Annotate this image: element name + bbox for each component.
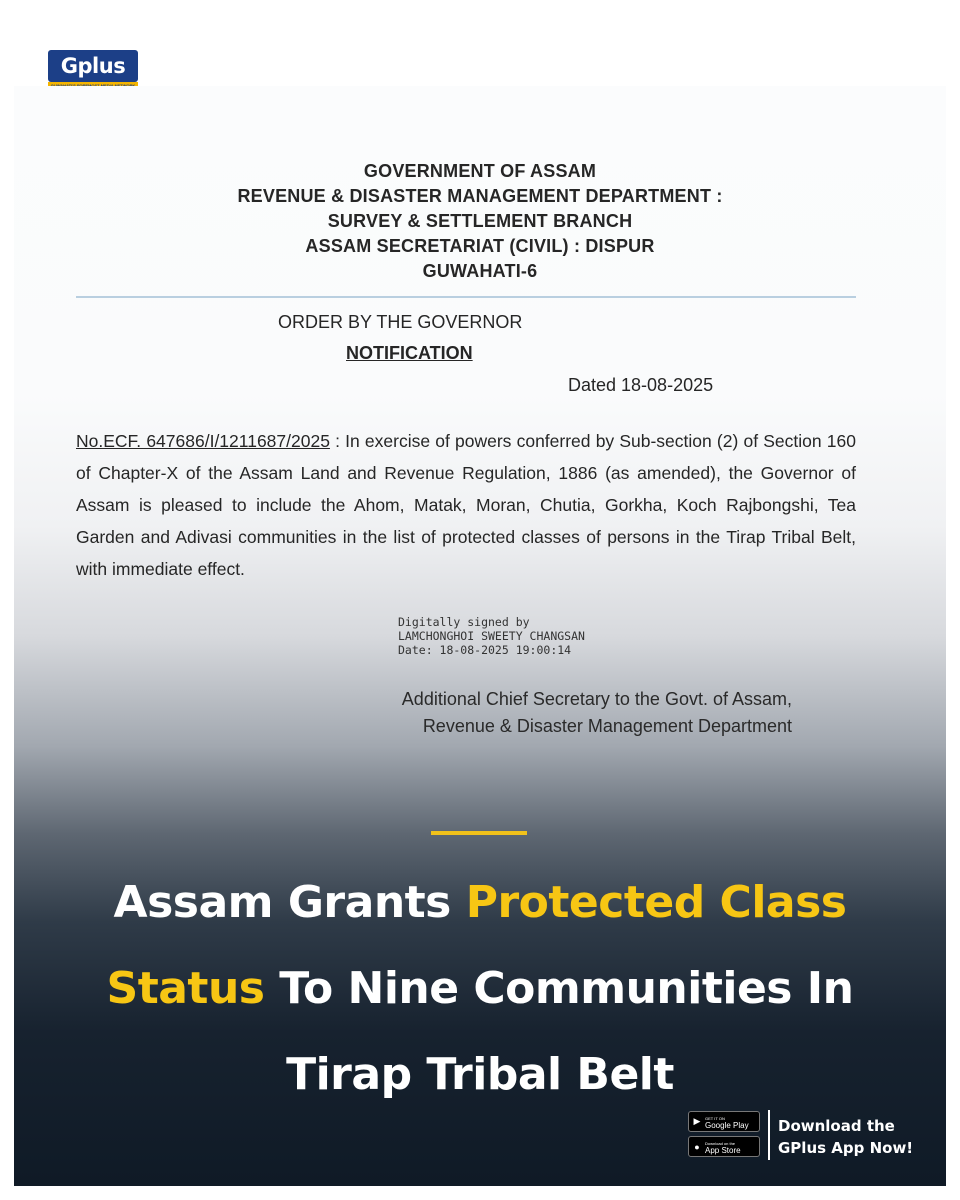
signature-line-3: Date: 18-08-2025 19:00:14 [398,643,572,657]
headline-text: Assam Grants [113,877,466,928]
dated-line: Dated 18-08-2025 [568,375,714,395]
headline [14,860,946,1118]
news-card [14,86,946,1186]
logo-wordmark [48,50,138,82]
logo-mark: Gplus [60,54,126,78]
header-divider [76,296,856,298]
badge-text [705,1140,741,1154]
accent-line [431,831,527,835]
digital-signature [398,615,585,657]
headline-text: To Nine Communities In [264,963,854,1014]
header-line-2: REVENUE & DISASTER MANAGEMENT DEPARTMENT : [237,186,723,206]
signature-line-2: LAMCHONGHOI SWEETY CHANGSAN [398,629,585,643]
headline-line-2 [14,946,946,1032]
notification-body [76,425,856,585]
app-store-small: Download on the [705,1140,736,1146]
badge-text [705,1115,749,1129]
signature-line-1: Digitally signed by [398,615,530,629]
cta-line-2: GPlus App Now! [778,1139,914,1157]
headline-highlight: Status [106,963,265,1014]
footer-divider [768,1110,770,1160]
app-store-label: App Store [705,1145,741,1155]
cta-line-1: Download the [778,1117,895,1135]
header-line-3: SURVEY & SETTLEMENT BRANCH [327,211,633,231]
google-play-small: GET IT ON [705,1115,725,1121]
header-line-5: GUWAHATI-6 [422,261,538,281]
app-store-badges [688,1111,760,1161]
google-play-icon: ▶ [693,1116,701,1126]
designation-line-1: Additional Chief Secretary to the Govt. of Assam, [401,689,792,709]
signatory-designation [344,686,792,740]
notification-title: NOTIFICATION [346,343,473,363]
body-text: : In exercise of powers conferred by Sub-section (2) of Section 160 of Chapter-X of the Assam Land and Revenue Regulation, 1886 (as amended), the Governor of Assam is pleased to include the Ahom, Matak, Moran, Chutia, Gorkha, Koch Rajbongshi, Tea Garden and Adivasi communities in the list of protected classes of persons in the Tirap Tribal Belt, with immediate effect. [76,431,856,579]
download-cta[interactable] [778,1115,913,1159]
headline-line-3: Tirap Tribal Belt [286,1049,674,1100]
google-play-badge[interactable] [688,1111,760,1132]
order-line: ORDER BY THE GOVERNOR [278,312,523,332]
headline-line-1 [14,860,946,946]
google-play-label: Google Play [705,1120,749,1130]
app-store-badge[interactable] [688,1136,760,1157]
header-line-1: GOVERNMENT OF ASSAM [363,161,597,181]
reference-number: No.ECF. 647686/I/1211687/2025 [76,431,330,451]
designation-line-2: Revenue & Disaster Management Department [422,716,792,736]
apple-icon: ● [694,1141,700,1152]
header-line-4: ASSAM SECRETARIAT (CIVIL) : DISPUR [305,236,655,256]
headline-highlight: Protected Class [465,877,847,928]
